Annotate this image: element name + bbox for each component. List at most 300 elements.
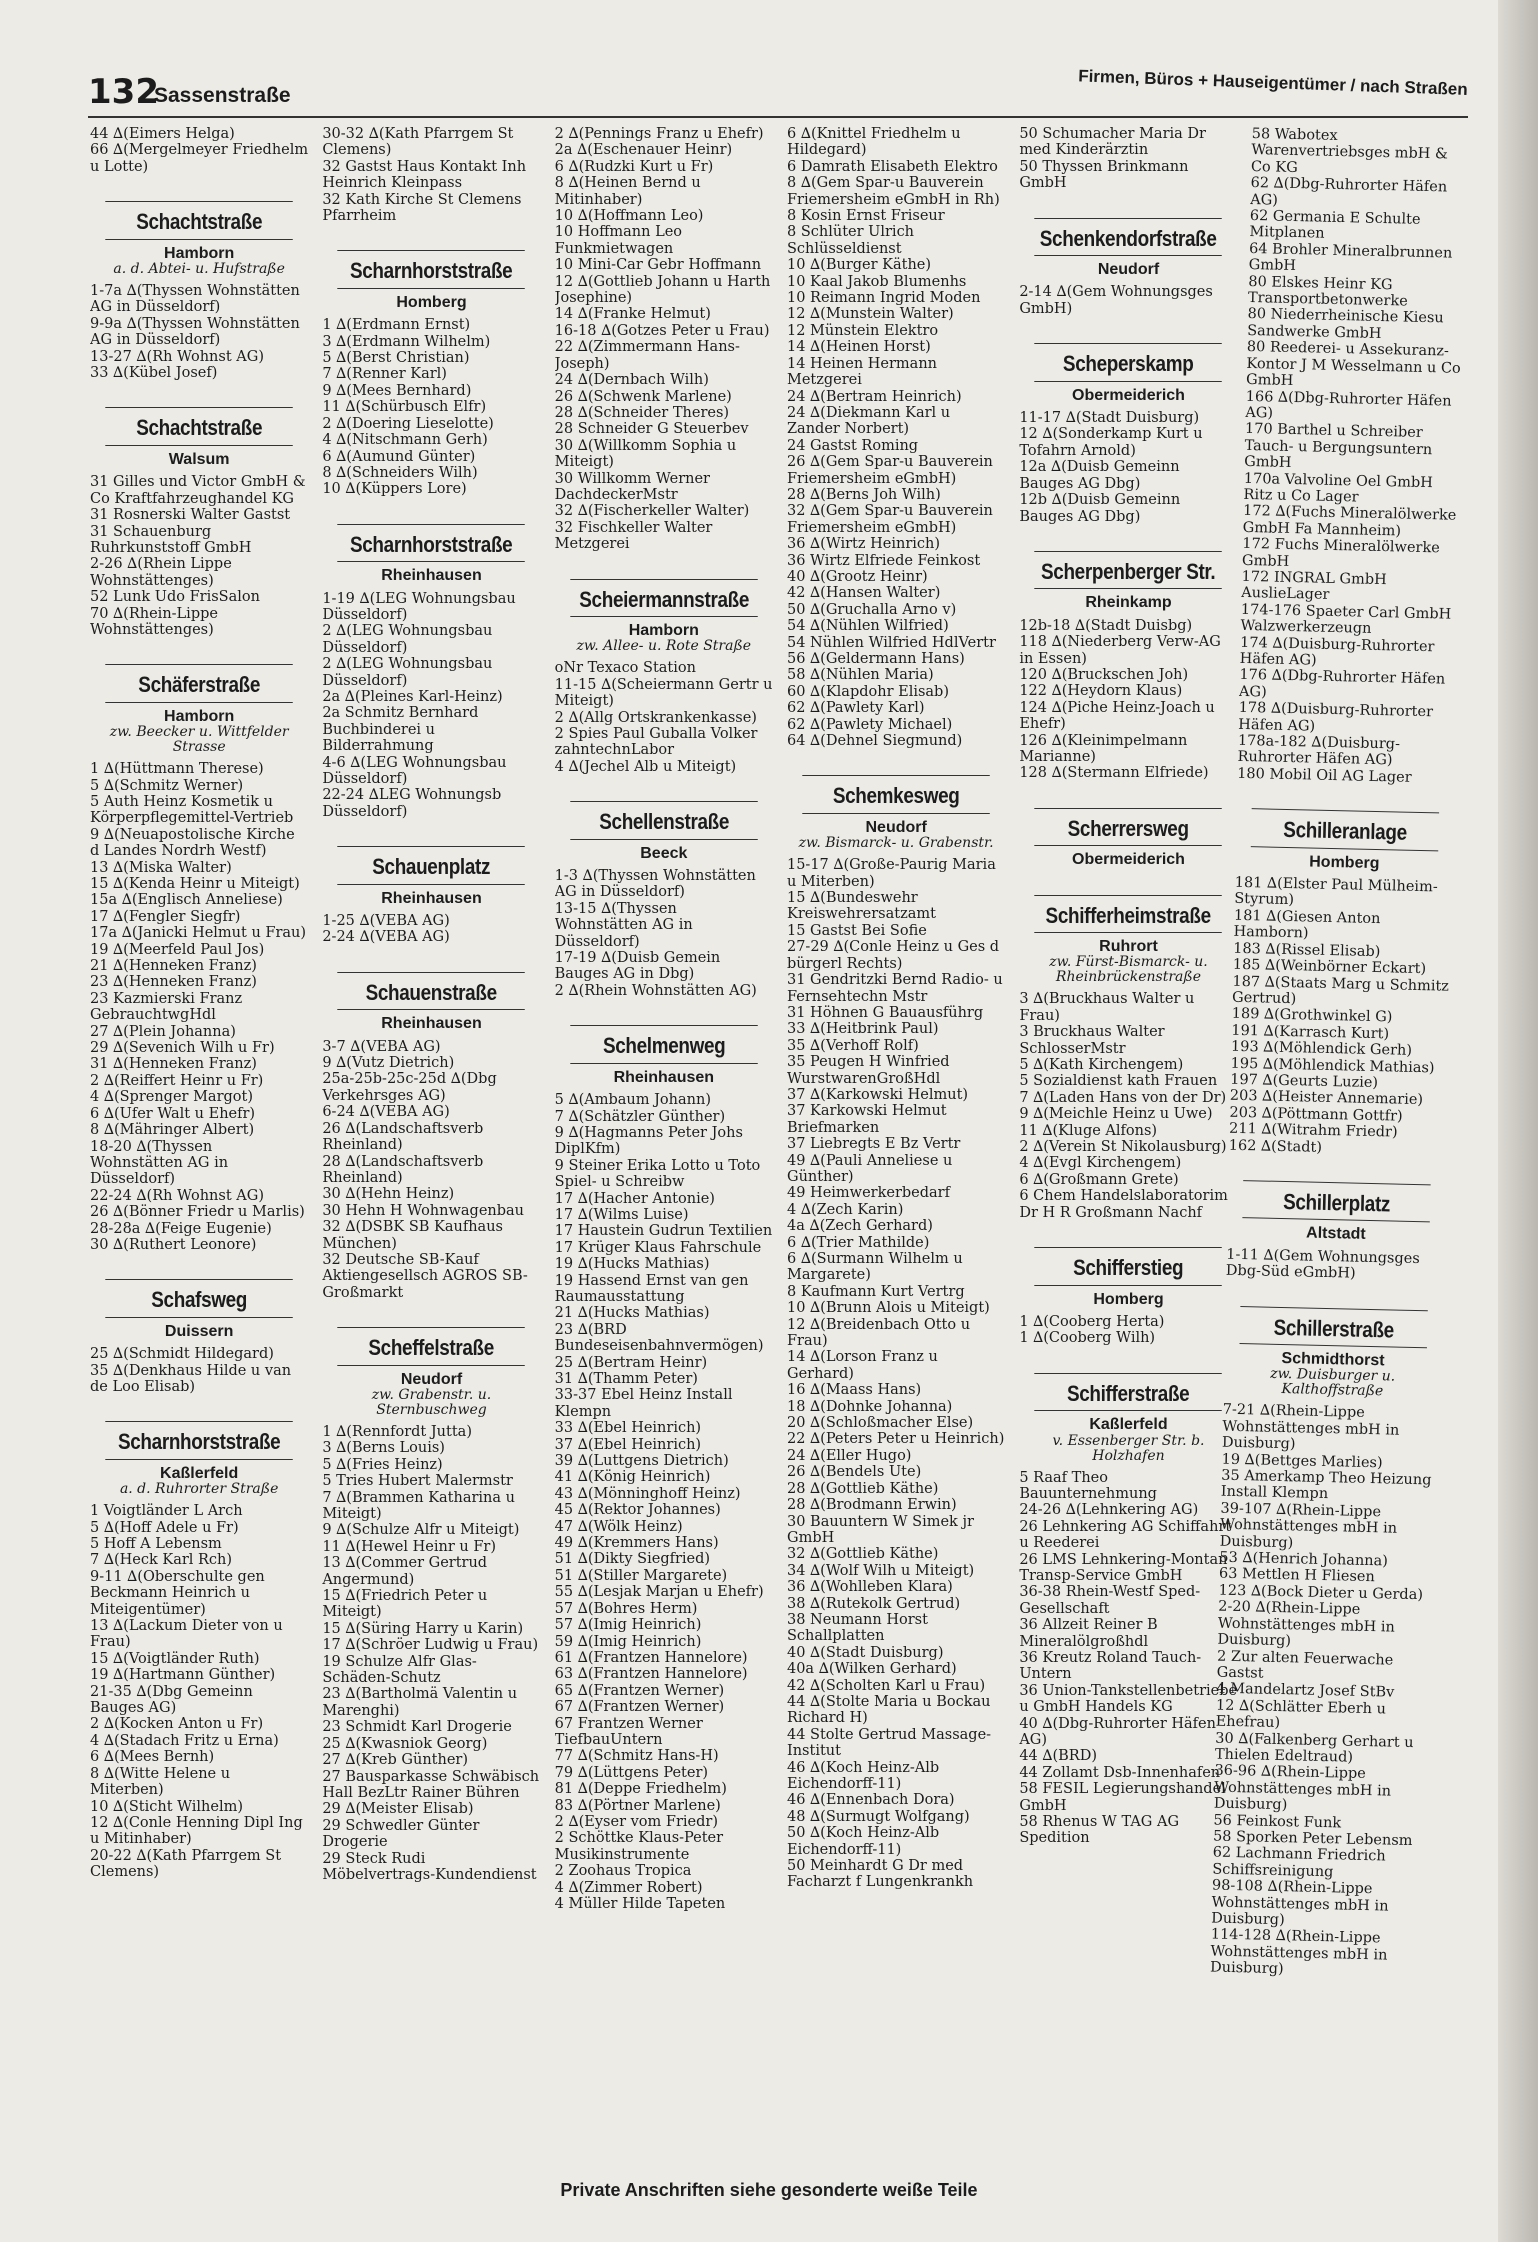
street-section [555,579,773,776]
directory-entry: 2-26 ∆(Rhein Lippe Wohnstättenges) [90,556,232,589]
directory-entry: 17-19 ∆(Duisb Gemein Bauges AG in Dbg) [554,950,721,983]
directory-entry: 33-37 Ebel Heinz Install Klempn [554,1387,733,1420]
directory-entry: 2 ∆(Kocken Anton u Fr) [90,1716,264,1733]
directory-entry: 6 Chem Handelslaboratorim Dr H R Großmann Nachf [1019,1188,1228,1221]
directory-entry: 27 ∆(Kreb Günther) [322,1752,469,1769]
directory-entry: 32 Gastst Haus Kontakt Inh Heinrich Kleinpass [322,158,527,192]
street-heading: Scheffelstraße [338,1327,526,1365]
directory-entry: 14 Heinen Hermann Metzgerei [786,355,938,389]
street-location-note: zw. Beecker u. Wittfelder Strasse [109,724,289,756]
directory-entry: 1 ∆(Cooberg Wilh) [1019,1330,1156,1347]
street-section [1019,1247,1237,1347]
directory-entry: 64 Brohler Mineralbrunnen GmbH [1248,240,1453,275]
directory-entry: 4 ∆(Jechel Alb u Miteigt) [554,758,737,775]
directory-entry: 2 Spies Paul Guballa Volker zahntechnLabor [554,726,758,759]
street-section [555,126,773,553]
street-heading: Schenkendorfstraße [1035,218,1223,256]
street-section [322,126,540,224]
street-heading: Schachtstraße [105,407,293,445]
directory-entry: 12 ∆(Munstein Walter) [786,306,954,323]
directory-entry: 7 ∆(Heck Karl Rch) [90,1552,233,1569]
entry-list [322,126,540,224]
street-section [1228,808,1454,1159]
directory-entry: 181 ∆(Giesen Anton Hamborn) [1233,907,1381,942]
directory-entry: 54 Nühlen Wilfried HdlVertr [786,634,996,651]
district-name: Neudorf [1097,261,1160,279]
directory-entry: 11 ∆(Schürbusch Elfr) [322,399,487,416]
directory-entry: 4 Mandelartz Josef StBv [1215,1680,1395,1701]
directory-entry: 23 Schmidt Karl Drogerie [322,1719,512,1736]
street-section [1019,1373,1237,1847]
directory-entry: 35 ∆(Verhoff Rolf) [786,1037,919,1054]
directory-entry: 35 Amerkamp Theo Heizung Install Klempn [1220,1467,1432,1503]
directory-entry: 40 ∆(Grootz Heinr) [786,568,928,585]
directory-entry: 30 ∆(Falkenberg Gerhart u Thielen Edeltraud) [1214,1730,1414,1766]
directory-entry: 114-128 ∆(Rhein-Lippe Wohnstättenges mbH in Duisburg) [1209,1926,1388,1978]
directory-entry: 19 ∆(Meerfeld Paul Jos) [90,941,265,958]
directory-entry: 42 ∆(Scholten Karl u Frau) [786,1677,986,1694]
street-section [555,801,773,999]
directory-entry: 35 Peugen H Winfried WurstwarenGroßHdl [786,1054,950,1087]
directory-entry: 3 ∆(Berns Louis) [322,1440,445,1457]
directory-entry: 166 ∆(Dbg-Ruhrorter Häfen AG) [1244,388,1452,422]
district-name: Hamborn [164,707,235,725]
directory-entry: 23 ∆(Henneken Franz) [90,974,257,991]
directory-entry: 8 ∆(Schneiders Wilh) [322,464,478,481]
directory-entry: 8 Kaufmann Kurt Vertrg [786,1283,965,1300]
directory-entry: 17 ∆(Fengler Siegfr) [90,908,241,925]
street-section [90,1279,308,1395]
street-section [90,1421,308,1880]
street-heading: Schifferstieg [1035,1247,1223,1285]
street-heading: Schafsweg [105,1279,293,1317]
directory-entry: 36 Kreutz Roland Tauch-Untern [1019,1650,1202,1683]
directory-entry: 26 ∆(Landschaftsverb Rheinland) [322,1120,484,1154]
directory-entry: 4 Müller Hilde Tapeten [554,1896,726,1912]
district-name: Obermeiderich [1072,386,1185,404]
directory-entry: 12 ∆(Conle Henning Dipl Ing u Mitinhaber) [90,1814,303,1848]
directory-entry: 2a ∆(Pleines Karl-Heinz) [322,688,503,705]
directory-entry: 162 ∆(Stadt) [1228,1137,1322,1156]
directory-entry: 211 ∆(Witrahm Friedr) [1228,1120,1398,1141]
directory-entry: 44 Stolte Gertrud Massage-Institut [786,1726,992,1760]
directory-entry: 7 ∆(Renner Karl) [322,366,447,383]
directory-entry: 3-7 ∆(VEBA AG) [322,1038,441,1055]
street-heading: Scheperskamp [1035,343,1223,381]
running-street-title: Sassenstraße [154,84,291,107]
directory-entry: 9 ∆(Hagmanns Peter Johs DiplKfm) [554,1124,743,1158]
directory-entry: 122 ∆(Heydorn Klaus) [1019,683,1183,700]
directory-entry: 2a ∆(Eschenauer Heinr) [554,142,733,159]
directory-entry: 2 ∆(Pennings Franz u Ehefr) [554,126,764,142]
directory-entry: 7 ∆(Schätzler Günther) [554,1108,726,1125]
directory-entry: 2 ∆(Rhein Wohnstätten AG) [554,982,757,999]
directory-entry: 66 ∆(Mergelmeyer Friedhelm u Lotte) [90,142,309,175]
street-section [322,524,540,821]
directory-entry: 5 ∆(Schmitz Werner) [90,777,244,794]
directory-entry: 13-27 ∆(Rh Wohnst AG) [90,348,264,365]
directory-entry: 33 ∆(Heitbrink Paul) [786,1021,939,1038]
directory-entry: 32 ∆(Gottlieb Käthe) [786,1546,939,1563]
directory-entry: 25 ∆(Bertram Heinr) [554,1354,708,1371]
directory-entry: 5 Raaf Theo Bauunternehmung [1019,1469,1157,1502]
directory-entry: 30 ∆(Ruthert Leonore) [90,1236,257,1253]
street-heading: Schilleranlage [1250,808,1439,851]
directory-entry: 36 Wirtz Elfriede Feinkost [786,552,981,569]
directory-entry: 14 ∆(Heinen Horst) [786,339,931,356]
directory-entry: 31 ∆(Henneken Franz) [90,1056,257,1073]
directory-entry: 2 ∆(Eyser vom Friedr) [554,1813,718,1830]
directory-entry: 36 Union-Tankstellenbetriebe u GmbH Handels KG [1019,1682,1238,1716]
directory-entry: 32 Deutsche SB-Kauf Aktiengesellsch AGROS SB-Großmarkt [322,1251,528,1301]
directory-entry: 31 Gendritzki Bernd Radio- u Fernsehtechn Mstr [786,972,1003,1005]
directory-entry: oNr Texaco Station [554,660,696,677]
street-location-note: zw. Duisburger u. Kalthoffstraße [1269,1366,1396,1400]
street-section [1210,1305,1443,1981]
directory-entry: 34 ∆(Wolf Wilh u Miteigt) [786,1562,975,1579]
directory-entry: 21 ∆(Henneken Franz) [90,958,257,975]
directory-entry: 29 ∆(Meister Elisab) [322,1801,474,1818]
entry-list [90,761,308,1253]
district-name: Rheinhausen [613,1068,715,1086]
directory-entry: 1-19 ∆(LEG Wohnungsbau Düsseldorf) [322,590,516,623]
directory-entry: 6 Damrath Elisabeth Elektro [786,158,998,175]
directory-entry: 15a ∆(Englisch Anneliese) [90,892,283,909]
directory-entry: 14 ∆(Lorson Franz u Gerhard) [786,1349,938,1382]
directory-entry: 70 ∆(Rhein-Lippe Wohnstättenges) [90,605,218,638]
directory-entry: 10 ∆(Küppers Lore) [322,481,467,498]
street-section [322,972,540,1301]
district-name: Altstadt [1305,1224,1366,1244]
directory-entry: 36 ∆(Wirtz Heinrich) [786,536,941,553]
directory-entry: 51 ∆(Dikty Siegfried) [554,1551,711,1568]
running-section-title: Firmen, Büros + Hauseigentümer / nach Straßen [1078,66,1469,99]
street-location-note: a. d. Abtei- u. Hufstraße [113,261,285,278]
directory-entry: 32 Fischkeller Walter Metzgerei [554,519,713,553]
directory-entry: 6-24 ∆(VEBA AG) [322,1104,450,1121]
district-name: Schmidthorst [1280,1349,1385,1370]
directory-entry: 62 Lachmann Friedrich Schiffsreinigung [1211,1844,1386,1881]
directory-entry: 24-26 ∆(Lehnkering AG) [1019,1502,1199,1519]
directory-entry: 8 ∆(Mähringer Albert) [90,1122,255,1139]
directory-entry: 17a ∆(Janicki Helmut u Frau) [90,925,307,942]
directory-entry: 14 ∆(Franke Helmut) [554,306,711,323]
directory-entry: 56 Feinkost Funk [1212,1812,1342,1832]
directory-entry: 120 ∆(Bruckschen Joh) [1019,666,1189,683]
directory-entry: 40 ∆(Stadt Duisburg) [786,1644,944,1661]
directory-entry: 21-35 ∆(Dbg Gemeinn Bauges AG) [90,1683,253,1717]
street-heading: Schifferstraße [1035,1373,1223,1411]
district-name: Neudorf [865,818,927,836]
directory-entry: 191 ∆(Karrasch Kurt) [1230,1022,1389,1043]
entry-list [1210,1402,1441,1981]
directory-entry: 51 ∆(Stiller Margarete) [554,1567,728,1584]
street-heading: Schauenplatz [338,846,526,884]
directory-entry: 32 Kath Kirche St Clemens Pfarrheim [322,191,522,225]
directory-entry: 172 ∆(Fuchs Mineralölwerke GmbH Fa Mannheim) [1242,503,1457,540]
directory-entry: 9 Steiner Erika Lotto u Toto Spiel- u Schreibw [554,1157,761,1191]
directory-entry: 62 ∆(Pawlety Karl) [786,700,925,717]
street-section [787,775,1005,1890]
directory-entry: 4 ∆(Stadach Fritz u Erna) [90,1732,279,1749]
directory-entry: 19 ∆(Bettges Marlies) [1221,1451,1383,1471]
directory-entry: 2-24 ∆(VEBA AG) [322,929,450,946]
directory-entry: 4 ∆(Zimmer Robert) [554,1879,703,1896]
directory-entry: 7-21 ∆(Rhein-Lippe Wohnstättenges mbH in Duisburg) [1221,1402,1400,1453]
street-heading: Scheiermannstraße [570,579,758,617]
directory-entry: 9-11 ∆(Oberschulte gen Beckmann Heinrich u Miteigentümer) [90,1568,265,1618]
directory-entry: 174 ∆(Duisburg-Ruhrorter Häfen AG) [1239,634,1435,669]
directory-entry: 8 Kosin Ernst Friseur [786,208,945,225]
directory-entry: 2 Zur alten Feuerwache Gastst [1216,1648,1394,1682]
directory-entry: 30 ∆(Willkomm Sophia u Miteigt) [554,437,737,471]
directory-entry: 40 ∆(Dbg-Ruhrorter Häfen AG) [1019,1715,1216,1749]
directory-entry: 11-17 ∆(Stadt Duisburg) [1019,410,1200,427]
street-location-note: zw. Fürst-Bismarck- u. Rheinbrückenstraße [1049,954,1208,986]
directory-entry: 27-29 ∆(Conle Heinz u Ges d bürgerl Rechts) [786,939,1000,972]
directory-entry: 54 ∆(Nühlen Wilfried) [786,618,949,635]
district-name: Kaßlerfeld [160,1464,239,1482]
directory-entry: 23 Kazmierski Franz GebrauchtwgHdl [90,990,243,1024]
directory-entry: 61 ∆(Frantzen Hannelore) [554,1649,748,1666]
street-heading: Schachtstraße [105,201,293,239]
page-footer: Private Anschriften siehe gesonderte weiße Teile [560,2180,978,2200]
directory-entry: 18 ∆(Dohnke Johanna) [786,1398,953,1415]
page-header [88,66,1469,118]
directory-entry: 8 Schlüter Ulrich Schlüsseldienst [786,224,915,257]
entry-list [555,1092,773,1912]
directory-entry: 17 ∆(Hacher Antonie) [554,1190,715,1207]
street-section [1019,551,1237,782]
directory-entry: 29 ∆(Sevenich Wilh u Fr) [90,1040,275,1057]
directory-entry: 2 Zoohaus Tropica [554,1863,692,1880]
directory-entry: 29 Schwedler Günter Drogerie [322,1817,480,1851]
directory-entry: 5 ∆(Kath Kirchengem) [1019,1057,1184,1074]
directory-entry: 26 ∆(Bönner Friedr u Marlis) [90,1204,305,1221]
directory-entry: 36 Allzeit Reiner B Mineralölgroßhdl [1019,1617,1158,1650]
directory-entry: 48 ∆(Surmugt Wolfgang) [786,1808,970,1825]
street-section [90,407,308,638]
street-section [1019,126,1237,192]
district-name: Duissern [164,1322,234,1340]
directory-entry: 18-20 ∆(Thyssen Wohnstätten AG in Düsseldorf) [90,1138,229,1188]
directory-entry: 13-15 ∆(Thyssen Wohnstätten AG in Düsseldorf) [554,900,693,950]
directory-entry: 50 ∆(Gruchalla Arno v) [786,601,957,618]
directory-entry: 10 ∆(Brunn Alois u Miteigt) [786,1300,990,1317]
directory-entry: 80 Elskes Heinr KG Transportbetonwerke [1247,273,1408,310]
directory-entry: 185 ∆(Weinbörner Eckart) [1232,956,1426,978]
directory-entry: 45 ∆(Rektor Johannes) [554,1502,721,1519]
directory-entry: 178 ∆(Duisburg-Ruhrorter Häfen AG) [1237,700,1433,735]
directory-entry: 31 Gilles und Victor GmbH & Co Kraftfahrzeughandel KG [90,474,306,507]
directory-entry: 26 LMS Lehnkering-Montan Transp-Service GmbH [1019,1551,1228,1584]
column-4 [787,120,1005,2170]
directory-entry: 10 Reimann Ingrid Moden [786,290,981,307]
directory-entry: 1 ∆(Hüttmann Therese) [90,761,264,778]
directory-entry: 67 Frantzen Werner TiefbauUntern [554,1715,703,1748]
directory-entry: 1 Voigtländer L Arch [90,1503,243,1520]
entry-list [1019,126,1237,192]
directory-entry: 24 ∆(Eller Hugo) [786,1447,912,1464]
directory-entry: 58 ∆(Nühlen Maria) [786,667,934,684]
directory-entry: 11 ∆(Kluge Alfons) [1019,1122,1158,1139]
street-heading: Schellenstraße [570,801,758,839]
directory-entry: 5 Tries Hubert Malermstr [322,1473,513,1490]
street-heading: Schauenstraße [338,972,526,1010]
directory-entry: 60 ∆(Klapdohr Elisab) [786,683,949,700]
entry-list [1228,875,1453,1159]
directory-entry: 4 ∆(Sprenger Margot) [90,1089,254,1106]
directory-entry: 15 ∆(Süring Harry u Karin) [322,1620,524,1637]
directory-entry: 5 ∆(Berst Christian) [322,350,470,367]
entry-list [90,126,308,175]
directory-entry: 6 ∆(Mees Bernh) [90,1749,215,1766]
entry-list [1237,126,1470,787]
directory-entry: 81 ∆(Deppe Friedhelm) [554,1781,727,1798]
directory-entry: 57 ∆(Imig Heinrich) [554,1617,702,1634]
directory-entry: 1-25 ∆(VEBA AG) [322,913,450,930]
street-section [90,126,308,175]
entry-list [90,1346,308,1395]
directory-entry: 5 ∆(Ambaum Johann) [554,1092,711,1109]
district-name: Walsum [168,450,230,468]
entry-list [90,474,308,638]
directory-entry: 7 ∆(Brammen Katharina u Miteigt) [322,1489,515,1522]
directory-entry: 3 ∆(Bruckhaus Walter u Frau) [1019,991,1195,1024]
directory-entry: 28 ∆(Landschaftsverb Rheinland) [322,1153,484,1186]
street-section [90,201,308,381]
directory-entry: 98-108 ∆(Rhein-Lippe Wohnstättenges mbH in Duisburg) [1210,1877,1389,1929]
directory-entry: 30 Hehn H Wohnwagenbau [322,1202,525,1219]
directory-entry: 1 ∆(Erdmann Ernst) [322,317,471,334]
directory-entry: 36-96 ∆(Rhein-Lippe Wohnstättenges mbH in Duisburg) [1213,1762,1391,1814]
directory-entry: 58 Rhenus W TAG AG Spedition [1019,1814,1180,1847]
directory-entry: 21 ∆(Hucks Mathias) [554,1305,710,1322]
entry-list [322,591,540,821]
directory-entry: 26 ∆(Bendels Ute) [786,1464,922,1481]
directory-entry: 38 Neumann Horst Schallplatten [786,1611,928,1645]
directory-entry: 6 ∆(Aumund Günter) [322,448,476,465]
directory-entry: 83 ∆(Pörtner Marlene) [554,1797,721,1814]
street-heading: Scharnhorststraße [338,250,526,288]
street-heading: Schillerplatz [1242,1180,1431,1223]
directory-entry: 189 ∆(Grothwinkel G) [1231,1006,1393,1026]
directory-entry: 16 ∆(Maass Hans) [786,1382,922,1399]
directory-entry: 4 ∆(Zech Karin) [786,1201,904,1218]
directory-entry: 28 ∆(Schneider Theres) [554,404,730,421]
entry-list [1019,284,1237,317]
entry-list [90,1503,308,1880]
directory-entry: 5 ∆(Fries Heinz) [322,1456,443,1473]
entry-list [322,913,540,946]
directory-entry: 77 ∆(Schmitz Hans-H) [554,1748,719,1765]
directory-entry: 80 Niederrheinische Kiesu Sandwerke GmbH [1246,306,1444,342]
directory-entry: 44 ∆(Stolte Maria u Bockau Richard H) [786,1693,991,1727]
directory-entry: 33 ∆(Kübel Josef) [90,365,218,382]
directory-entry: 10 ∆(Burger Käthe) [786,257,932,274]
directory-entry: 170a Valvoline Oel GmbH Ritz u Co Lager [1242,470,1433,506]
directory-entry: 176 ∆(Dbg-Ruhrorter Häfen AG) [1238,667,1446,701]
street-location-note: v. Essenberger Str. b. Holzhafen [1052,1432,1205,1464]
street-section [1019,808,1237,869]
street-section [322,250,540,497]
directory-entry: 24 ∆(Dernbach Wilh) [554,372,709,389]
directory-entry: 30-32 ∆(Kath Pfarrgem St Clemens) [322,126,514,159]
entry-list [1019,1470,1237,1847]
directory-entry: 46 ∆(Ennenbach Dora) [786,1792,955,1809]
directory-entry: 80 Reederei- u Assekuranz-Kontor J M Wesselmann u Co GmbH [1245,339,1461,390]
directory-entry: 58 FESIL Legierungshandel GmbH [1019,1781,1226,1814]
directory-entry: 22 ∆(Zimmermann Hans-Joseph) [554,339,740,372]
street-section [555,1025,773,1912]
directory-entry: 19 ∆(Hartmann Günther) [90,1667,276,1684]
directory-entry: 23 ∆(Bartholmä Valentin u Marenghi) [322,1686,518,1719]
directory-entry: 126 ∆(Kleinimpelmann Marianne) [1019,732,1188,765]
directory-entry: 22 ∆(Peters Peter u Heinrich) [786,1431,1005,1448]
directory-entry: 12a ∆(Duisb Gemeinn Bauges AG Dbg) [1019,459,1180,492]
directory-entry: 11 ∆(Hewel Heinr u Fr) [322,1538,496,1555]
street-location-note: a. d. Ruhrorter Straße [119,1481,279,1498]
directory-entry: 187 ∆(Staats Marg u Schmitz Gertrud) [1231,973,1449,1008]
directory-entry: 31 Höhnen G Bauausführg [786,1004,984,1021]
directory-entry: 1-11 ∆(Gem Wohnungsges Dbg-Süd eGmbH) [1225,1246,1420,1282]
directory-entry: 62 ∆(Pawlety Michael) [786,716,953,733]
directory-entry: 203 ∆(Pöttmann Gottfr) [1228,1104,1403,1125]
directory-entry: 30 Bauuntern W Simek jr GmbH [786,1513,974,1546]
directory-entry: 17 ∆(Wilms Luise) [554,1206,689,1223]
directory-entry: 2 ∆(LEG Wohnungsbau Düsseldorf) [322,656,493,689]
directory-entry: 59 ∆(Imig Heinrich) [554,1633,702,1650]
directory-entry: 49 ∆(Kremmers Hans) [554,1535,719,1552]
directory-entry: 180 Mobil Oil AG Lager [1236,765,1412,786]
directory-entry: 12 Münstein Elektro [786,322,939,339]
street-heading: Schifferheimstraße [1035,895,1223,933]
directory-entry: 1-7a ∆(Thyssen Wohnstätten AG in Düsseldorf) [90,283,300,316]
directory-entry: 23 ∆(BRD Bundeseisenbahnvermögen) [554,1321,764,1355]
entry-list [1019,991,1237,1221]
directory-entry: 50 ∆(Koch Heinz-Alb Eichendorff-11) [786,1825,940,1858]
directory-entry: 20-22 ∆(Kath Pfarrgem St Clemens) [90,1847,282,1881]
directory-entry: 10 Mini-Car Gebr Hoffmann [554,257,762,274]
directory-entry: 5 Auth Heinz Kosmetik u Körperpflegemittel-Vertrieb [90,793,294,827]
street-heading: Schemkesweg [802,775,990,813]
directory-entry: 37 ∆(Karkowski Helmut) [786,1086,969,1103]
directory-entry: 172 INGRAL GmbH AuslieLager [1240,568,1387,604]
street-section [1019,343,1237,525]
directory-entry: 9 ∆(Vutz Dietrich) [322,1055,455,1072]
directory-entry: 172 Fuchs Mineralölwerke GmbH [1241,536,1440,570]
directory-entry: 2 ∆(Allg Ortskrankenkasse) [554,709,757,726]
directory-entry: 50 Thyssen Brinkmann GmbH [1019,158,1189,192]
street-section [1019,895,1237,1222]
column-2 [322,120,540,2170]
directory-entry: 37 Karkowski Helmut Briefmarken [786,1103,947,1136]
district-name: Homberg [1308,853,1380,872]
directory-entry: 10 ∆(Sticht Wilhelm) [90,1798,244,1815]
directory-entry: 31 Rosnerski Walter Gastst [90,507,291,524]
street-section [1019,218,1237,318]
column-6 [1205,120,1470,2174]
directory-entry: 2 ∆(LEG Wohnungsbau Düsseldorf) [322,623,493,656]
directory-entry: 25 ∆(Schmidt Hildegard) [90,1346,274,1363]
street-heading: Schillerstraße [1239,1306,1428,1349]
directory-entry: 26 Lehnkering AG Schiffahrt u Reederei [1019,1518,1232,1552]
directory-entry: 19 Hassend Ernst van gen Raumausstattung [554,1272,749,1305]
directory-entry: 12 ∆(Breidenbach Otto u Frau) [786,1316,971,1350]
directory-entry: 49 ∆(Pauli Anneliese u Günther) [786,1152,953,1185]
directory-entry: 13 ∆(Miska Walter) [90,859,232,876]
entry-list [1019,618,1237,782]
